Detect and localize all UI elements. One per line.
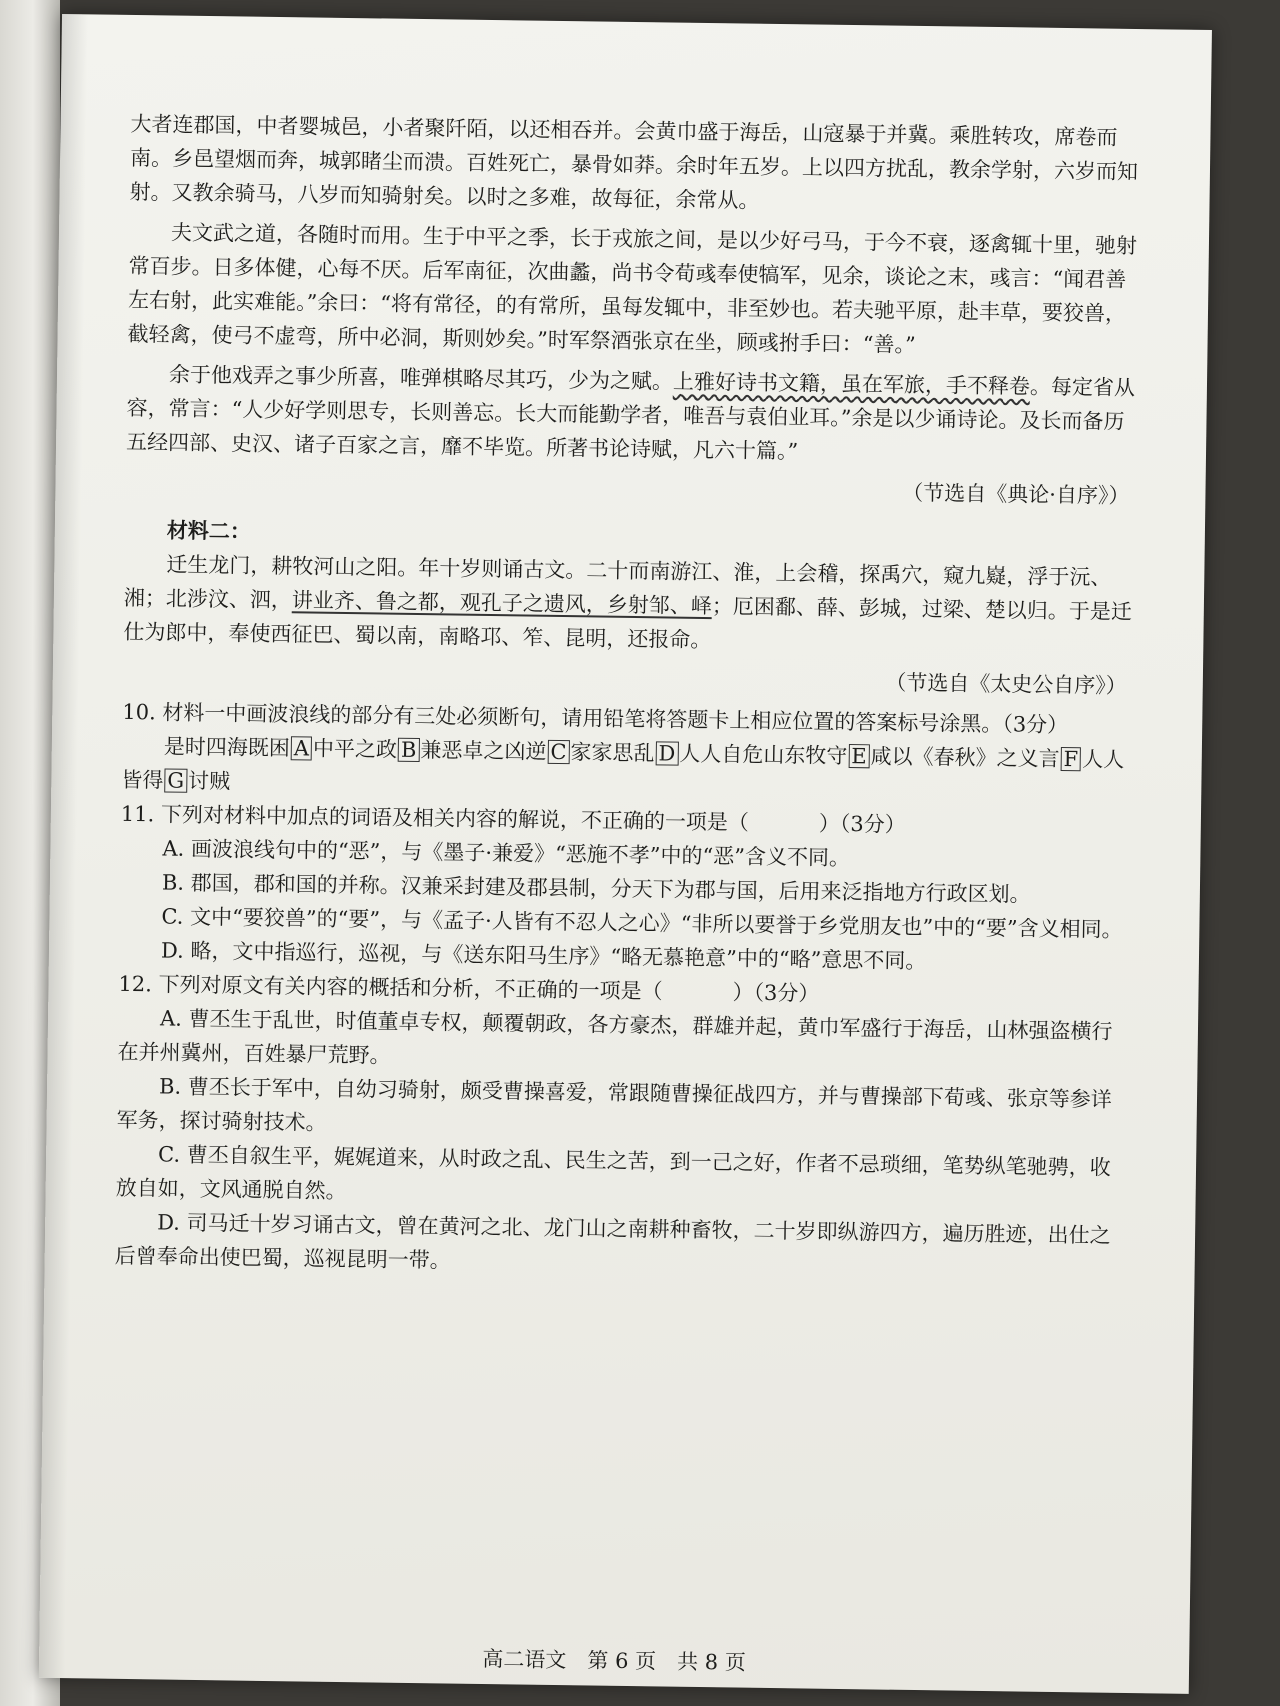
q12-stem-text: 12. 下列对原文有关内容的概括和分析，不正确的一项是（ bbox=[118, 971, 663, 1004]
sheet-content bbox=[114, 107, 1140, 1675]
passage2-after: ；厄困鄱、薛、彭城，过梁、楚以归。于是迁仕为郎中，奉使西征巴、蜀以南，南略邛、笮、昆明，还报命。 bbox=[123, 594, 1132, 653]
q11-stem-end: ）（3分） bbox=[818, 811, 906, 837]
q10-seg5: 咸以《春秋》之义言 bbox=[870, 744, 1060, 771]
question-10-stem: 10. 材料一中画波浪线的部分有三处必须断句，请用铅笔将答题卡上相应位置的答案标号涂黑。（3分） bbox=[122, 699, 1069, 738]
q10-seg1: 中平之政 bbox=[312, 736, 398, 762]
q11-option-b: B. 郡国，郡和国的并称。汉兼采封建及郡县制，分天下为郡与国，后用来泛指地方行政区划。 bbox=[161, 870, 1031, 907]
q11-option-c: C. 文中“要狡兽”的“要”，与《孟子·人皆有不忍人之心》“非所以要誉于乡党朋友也”中的“要”含义相同。 bbox=[161, 904, 1123, 942]
q11-stem-text: 11. 下列对材料中加点的词语及相关内容的解说，不正确的一项是（ bbox=[120, 801, 750, 835]
exam-sheet bbox=[39, 14, 1212, 1694]
underlined-phrase: 讲业齐、鲁之都，观孔子之遗风，乡射邹、峄 bbox=[291, 588, 713, 619]
q12-stem-end: ）（3分） bbox=[732, 980, 820, 1006]
q10-seg2: 兼恶卓之凶逆 bbox=[420, 738, 547, 764]
passage1-source: （节选自《典论·自序》） bbox=[902, 480, 1130, 508]
break-mark-c: C bbox=[547, 740, 569, 764]
passage1-para3 bbox=[126, 357, 1137, 473]
q11-option-a: A. 画波浪线句中的“恶”，与《墨子·兼爱》“恶施不孝”中的“恶”含义不同。 bbox=[162, 836, 851, 871]
break-mark-a: A bbox=[291, 736, 313, 760]
break-mark-f: F bbox=[1060, 747, 1081, 771]
break-mark-e: E bbox=[848, 744, 870, 768]
q10-seg0: 是时四海既困 bbox=[163, 734, 290, 761]
q10-seg6: 人人皆得 bbox=[121, 747, 1125, 793]
passage1-para1: 大者连郡国，中者婴城邑，小者聚阡陌，以还相吞并。会黄巾盛于海岳，山寇暴于并冀。乘胜转攻，席卷而南。乡邑望烟而奔，城郭睹尘而溃。百姓死亡，暴骨如莽。余时年五岁。上以四方扰乱，教余学射，六岁而知射。又教余骑马，八岁而知骑射矣。以时之多难，故每征，余常从。 bbox=[129, 111, 1139, 213]
q10-seg3: 家家思乱 bbox=[570, 740, 655, 766]
para3-before: 余于他戏弄之事少所喜，唯弹棋略尽其巧，少为之赋。 bbox=[168, 362, 674, 394]
passage1-para2: 夫文武之道，各随时而用。生于中平之季，长于戎旅之间，是以少好弓马，于今不衰，逐禽辄十里，驰射常百步。日多体健，心每不厌。后军南征，次曲蠡，尚书令荀彧奉使犒军，见余，谈论之末，彧言：“闻君善左右射，此实难能。”余曰：“将有常径，的有常所，虽每发辄中，非至妙也。若夫驰平原，赴丰草，要狡兽，截轻禽，使弓不虚弯，所中必洞，斯则妙矣。”时军祭酒张京在坐，顾彧拊手曰：“善。” bbox=[127, 220, 1138, 357]
answer-blank bbox=[749, 830, 819, 831]
passage2-text bbox=[123, 547, 1134, 663]
q12-option-a: A. 曹丕生于乱世，时值董卓专权，颠覆朝政，各方豪杰，群雄并起，黄巾军盛行于海岳，山林强盗横行在并州冀州，百姓暴尸荒野。 bbox=[117, 1006, 1113, 1068]
q10-seg4: 人人自危山东牧守 bbox=[679, 741, 848, 769]
passage2-heading: 材料二： bbox=[166, 517, 252, 544]
q12-option-d: D. 司马迁十岁习诵古文，曾在黄河之北、龙门山之南耕种畜牧，二十岁即纵游四方，遍历胜迹，出仕之后曾奉命出使巴蜀，巡视昆明一带。 bbox=[114, 1210, 1111, 1273]
answer-blank bbox=[662, 998, 732, 999]
q12-option-b: B. 曹丕长于军中，自幼习骑射，颇受曹操喜爱，常跟随曹操征战四方，并与曹操部下荀彧、张京等参详军务，探讨骑射技术。 bbox=[116, 1074, 1112, 1135]
para3-after: 。每定省从容，常言：“人少好学则思专，长则善忘。长大而能勤学者，唯吾与袁伯业耳。”余是以少诵诗论。及长而备历五经四部、史汉、诸子百家之言，靡不毕览。所著书论诗赋，凡六十篇。” bbox=[125, 374, 1136, 464]
wavy-underlined-sentence: 上雅好诗书文籍，虽在军旅，手不释卷 bbox=[672, 369, 1031, 399]
page-footer: 高二语文 第 6 页 共 8 页 bbox=[482, 1647, 746, 1675]
passage2-before: 迁生龙门，耕牧河山之阳。年十岁则诵古文。二十而南游江、淮，上会稽，探禹穴，窥九嶷，浮于沅、湘；北涉汶、泗， bbox=[123, 552, 1112, 613]
q12-option-c: C. 曹丕自叙生平，娓娓道来，从时政之乱、民生之苦，到一己之好，作者不忌琐细，笔势纵笔驰骋，收放自如，文风通脱自然。 bbox=[115, 1142, 1111, 1204]
break-mark-g: G bbox=[164, 768, 187, 792]
break-mark-b: B bbox=[398, 738, 420, 762]
q11-option-d: D. 略，文中指巡行，巡视，与《送东阳马生序》“略无慕艳意”中的“略”意思不同。 bbox=[160, 938, 927, 974]
passage2-source: （节选自《太史公自序》） bbox=[885, 670, 1127, 698]
q10-seg7: 讨贼 bbox=[187, 768, 231, 794]
break-mark-d: D bbox=[655, 741, 678, 765]
